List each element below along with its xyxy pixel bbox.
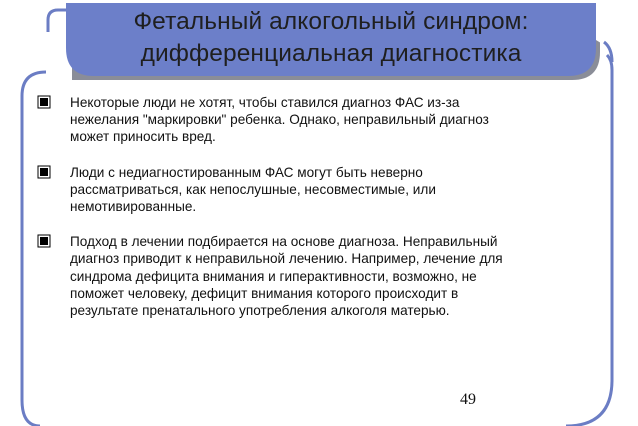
bullet-text-2 [70, 164, 595, 216]
bullet-item-2 [35, 164, 595, 216]
banner-corner [596, 0, 638, 48]
bullet-2-line-1: Люди с недиагностированным ФАС могут быть неверно [70, 164, 423, 180]
bullet-1-line-3: может приносить вред. [70, 129, 216, 145]
square-bullet-icon [37, 234, 51, 248]
square-bullet-icon [37, 165, 51, 179]
slide-title [77, 6, 585, 70]
page-number: 49 [460, 391, 476, 408]
title-line-2: дифференциальная диагностика [140, 40, 522, 67]
bullet-text-3 [70, 233, 595, 319]
bullet-3-line-2: диагноз приводит к неправильной лечению. Например, лечение для [70, 251, 503, 267]
bullet-2-line-3: немотивированные. [70, 199, 197, 215]
bullet-3-line-3: синдрома дефицита внимания и гиперактивности, возможно, не [70, 268, 477, 284]
bullet-list [35, 94, 595, 337]
bullet-2-line-2: рассматриваться, как непослушные, несовместимые, или [70, 181, 436, 197]
bullet-item-1 [35, 94, 595, 146]
bullet-1-line-1: Некоторые люди не хотят, чтобы ставился диагноз ФАС из-за [70, 95, 460, 110]
bullet-1-line-2: нежелания "маркировки" ребенка. Однако, неправильный диагноз [70, 112, 489, 128]
title-line-1: Фетальный алкогольный синдром: [133, 8, 529, 35]
square-bullet-icon [37, 95, 51, 109]
bullet-3-line-4: поможет человеку, дефицит внимания которого происходит в [70, 285, 459, 301]
bullet-item-3 [35, 233, 595, 319]
bullet-3-line-1: Подход в лечении подбирается на основе диагноза. Неправильный [70, 234, 498, 250]
bullet-text-1 [70, 94, 595, 146]
bullet-3-line-5: результате пренатального употребления алкоголя матерью. [70, 303, 450, 319]
